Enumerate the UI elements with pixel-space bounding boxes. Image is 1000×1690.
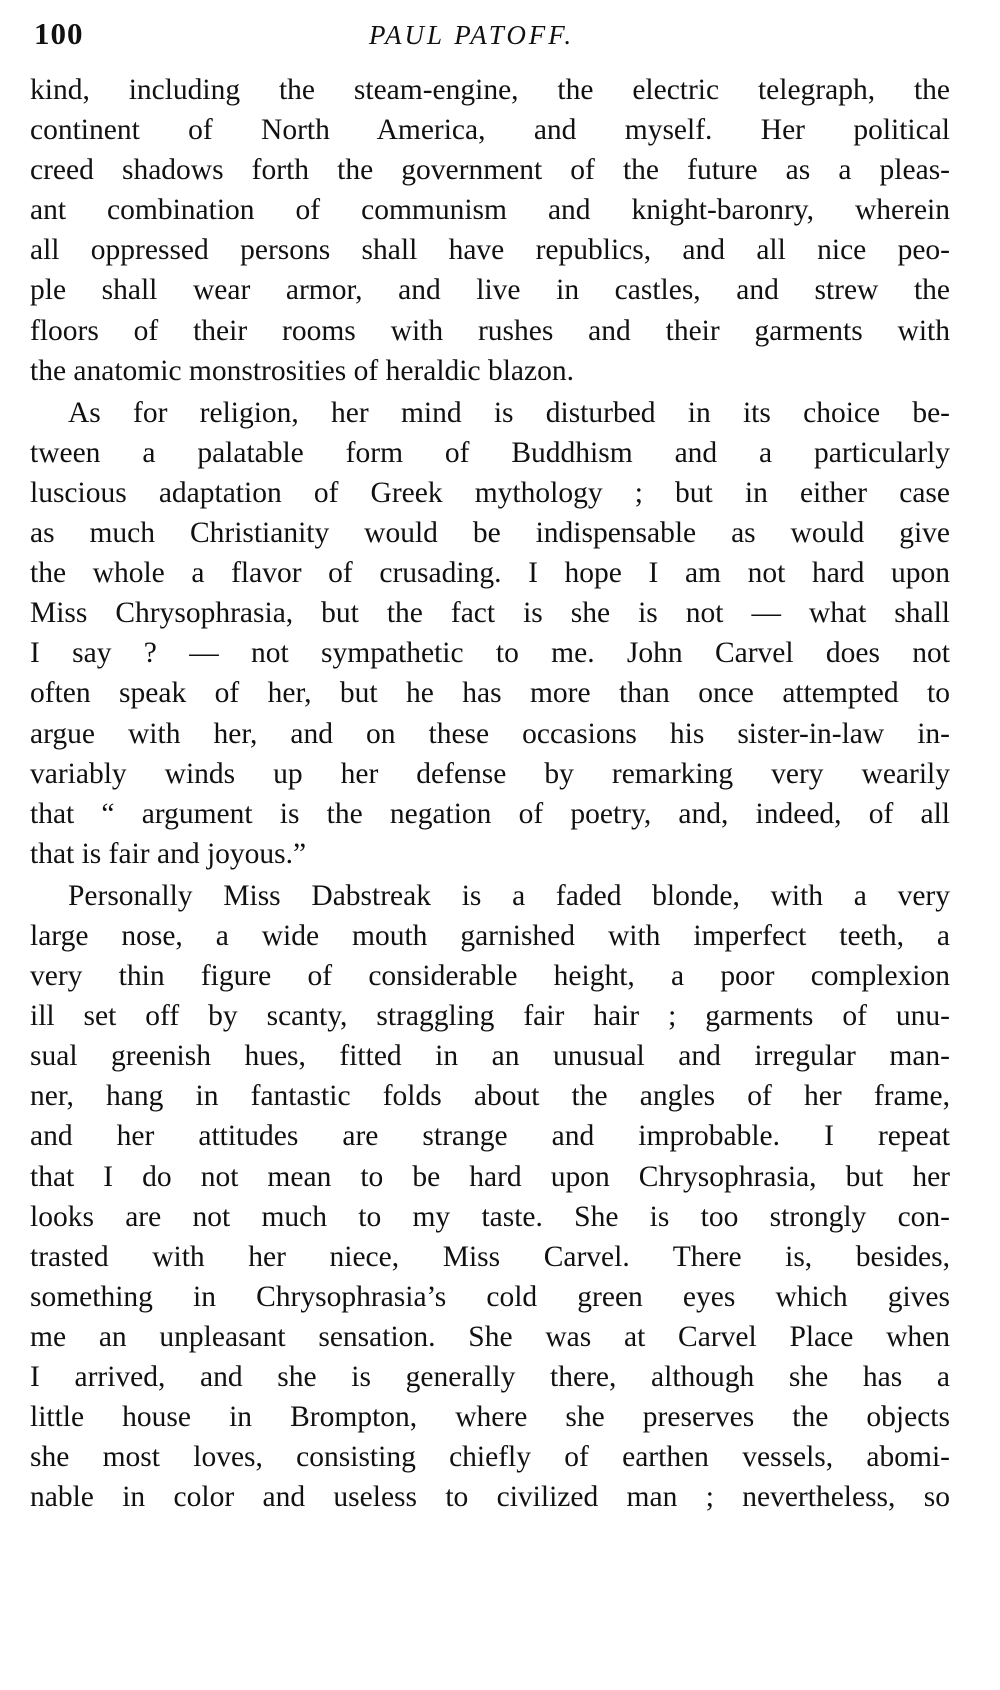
text-line: tween a palatable form of Buddhism and a particularly xyxy=(30,436,950,469)
text-line: argue with her, and on these occasions his sister-in-law in- xyxy=(30,717,950,750)
text-line: little house in Brompton, where she preserves the objects xyxy=(30,1401,950,1434)
text-line: that is fair and joyous.” xyxy=(30,837,307,870)
text-line: large nose, a wide mouth garnished with imperfect teeth, a xyxy=(30,919,950,952)
text-line: ner, hang in fantastic folds about the angles of her frame, xyxy=(30,1080,950,1113)
text-line: and her attitudes are strange and improbable. I repeat xyxy=(30,1120,950,1153)
page-header xyxy=(34,16,934,56)
text-line: the whole a flavor of crusading. I hope I am not hard upon xyxy=(30,557,950,590)
paragraph-3 xyxy=(30,876,950,1518)
text-line: that “ argument is the negation of poetry, and, indeed, of all xyxy=(30,797,950,830)
text-line: trasted with her niece, Miss Carvel. There is, besides, xyxy=(30,1240,950,1273)
text-line: variably winds up her defense by remarking very wearily xyxy=(30,757,950,790)
text-line: sual greenish hues, fitted in an unusual and irregular man- xyxy=(30,1040,950,1073)
text-line: very thin figure of considerable height, a poor complexion xyxy=(30,960,950,993)
text-line: continent of North America, and myself. Her political xyxy=(30,114,950,147)
text-line: ple shall wear armor, and live in castles, and strew the xyxy=(30,274,950,307)
text-line: something in Chrysophrasia’s cold green eyes which gives xyxy=(30,1280,950,1313)
text-line: ill set off by scanty, straggling fair hair ; garments of unu- xyxy=(30,1000,950,1033)
text-line: me an unpleasant sensation. She was at Carvel Place when xyxy=(30,1320,950,1353)
paragraph-1 xyxy=(30,70,950,391)
text-line: I say ? — not sympathetic to me. John Carvel does not xyxy=(30,637,950,670)
text-line: often speak of her, but he has more than once attempted to xyxy=(30,677,950,710)
text-line: ant combination of communism and knight-baronry, wherein xyxy=(30,194,950,227)
text-line: Personally Miss Dabstreak is a faded blonde, with a very xyxy=(68,879,950,912)
body-text xyxy=(30,70,950,1519)
text-line: floors of their rooms with rushes and their garments with xyxy=(30,314,950,347)
text-line: the anatomic monstrosities of heraldic blazon. xyxy=(30,354,574,387)
text-line: creed shadows forth the government of the future as a pleas- xyxy=(30,154,950,187)
text-line: all oppressed persons shall have republics, and all nice peo- xyxy=(30,234,950,267)
text-line: she most loves, consisting chiefly of earthen vessels, abomi- xyxy=(30,1441,950,1474)
text-line: I arrived, and she is generally there, although she has a xyxy=(30,1361,950,1393)
paragraph-2 xyxy=(30,393,950,874)
text-line: luscious adaptation of Greek mythology ; but in either case xyxy=(30,476,950,509)
text-line: that I do not mean to be hard upon Chrysophrasia, but her xyxy=(30,1160,950,1193)
running-title: PAUL PATOFF. xyxy=(369,20,575,50)
text-line: nable in color and useless to civilized man ; nevertheless, so xyxy=(30,1481,950,1514)
text-line: As for religion, her mind is disturbed in its choice be- xyxy=(68,396,950,429)
page-number: 100 xyxy=(34,16,84,51)
text-line: as much Christianity would be indispensable as would give xyxy=(30,517,950,550)
text-line: looks are not much to my taste. She is too strongly con- xyxy=(30,1200,950,1233)
text-line: Miss Chrysophrasia, but the fact is she is not — what shall xyxy=(30,597,950,630)
text-line: kind, including the steam-engine, the electric telegraph, the xyxy=(30,74,950,106)
